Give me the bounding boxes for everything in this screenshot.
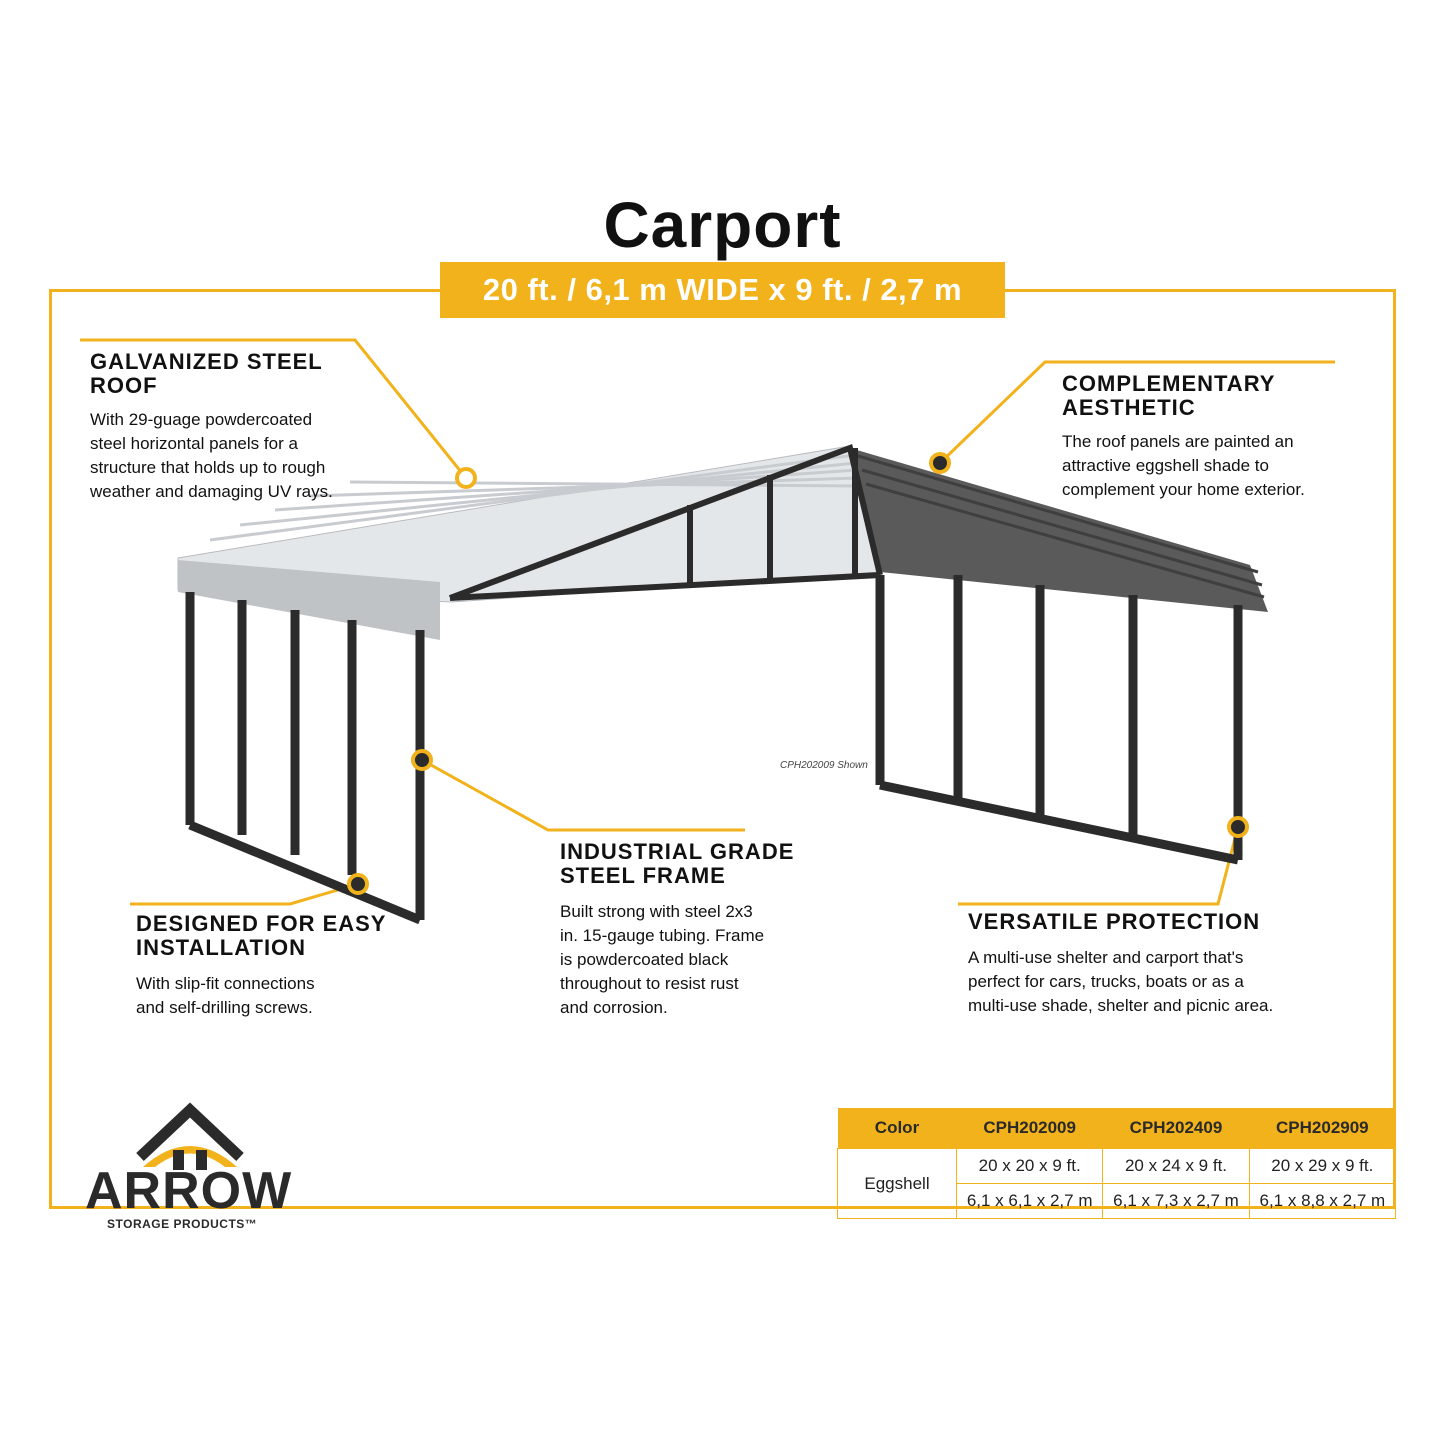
text-line: and corrosion. [560,998,668,1017]
table-header: CPH202009 [957,1108,1103,1149]
text-line: in. 15-gauge tubing. Frame [560,926,765,945]
heading-line: DESIGNED FOR EASY [136,911,387,936]
feature-install-text [136,972,396,1020]
table-header: CPH202409 [1103,1108,1249,1149]
table-cell: 6,1 x 7,3 x 2,7 m [1103,1184,1249,1219]
arrow-logo [85,1095,295,1235]
feature-install-heading [136,912,396,960]
text-line: throughout to resist rust [560,974,739,993]
feature-roof-heading: GALVANIZED STEEL ROOF [90,349,323,398]
feature-versatile-heading: VERSATILE PROTECTION [968,909,1261,934]
table-header: CPH202909 [1249,1108,1395,1149]
table-cell: 20 x 20 x 9 ft. [957,1149,1103,1184]
feature-versatile-text [968,946,1328,1018]
feature-frame [560,840,800,1020]
heading-line: STEEL FRAME [560,863,726,888]
feature-versatile [968,910,1328,1018]
feature-roof [90,350,390,504]
text-line: Built strong with steel 2x3 [560,902,753,921]
heading-line: INDUSTRIAL GRADE [560,839,795,864]
house-roof-icon [85,1095,295,1170]
text-line: With 29-guage powdercoated [90,410,313,429]
table-cell: 20 x 29 x 9 ft. [1249,1149,1395,1184]
text-line: and self-drilling screws. [136,998,313,1017]
text-line: perfect for cars, trucks, boats or as a [968,972,1244,991]
feature-install [136,912,396,1020]
feature-frame-text [560,900,800,1020]
dimensions-banner: 20 ft. / 6,1 m WIDE x 9 ft. / 2,7 m HIGH [440,262,1005,318]
text-line: weather and damaging UV rays. [90,482,333,501]
feature-frame-heading [560,840,800,888]
table-cell: 20 x 24 x 9 ft. [1103,1149,1249,1184]
text-line: attractive eggshell shade to [1062,456,1269,475]
feature-roof-text [90,408,390,504]
table-cell: 6,1 x 6,1 x 2,7 m [957,1184,1103,1219]
feature-aesthetic-heading: COMPLEMENTARY AESTHETIC [1062,371,1276,420]
text-line: The roof panels are painted an [1062,432,1294,451]
text-line: is powdercoated black [560,950,729,969]
feature-aesthetic-text [1062,430,1362,502]
logo-tagline: STORAGE PRODUCTS™ [107,1217,258,1231]
text-line: steel horizontal panels for a [90,434,298,453]
image-caption: CPH202009 Shown [780,760,868,771]
table-cell-color: Eggshell [838,1149,957,1219]
text-line: multi-use shade, shelter and picnic area. [968,996,1274,1015]
logo-name: ARROW [85,1162,293,1220]
table-cell: 6,1 x 8,8 x 2,7 m [1249,1184,1395,1219]
text-line: With slip-fit connections [136,974,315,993]
page-title: Carport [603,189,842,261]
text-line: complement your home exterior. [1062,480,1305,499]
table-header-row [838,1108,1396,1149]
table-header: Color [838,1108,957,1149]
feature-aesthetic [1062,372,1362,502]
text-line: A multi-use shelter and carport that's [968,948,1244,967]
table-row [838,1149,1396,1184]
spec-table [837,1108,1396,1219]
heading-line: INSTALLATION [136,935,307,960]
text-line: structure that holds up to rough [90,458,326,477]
